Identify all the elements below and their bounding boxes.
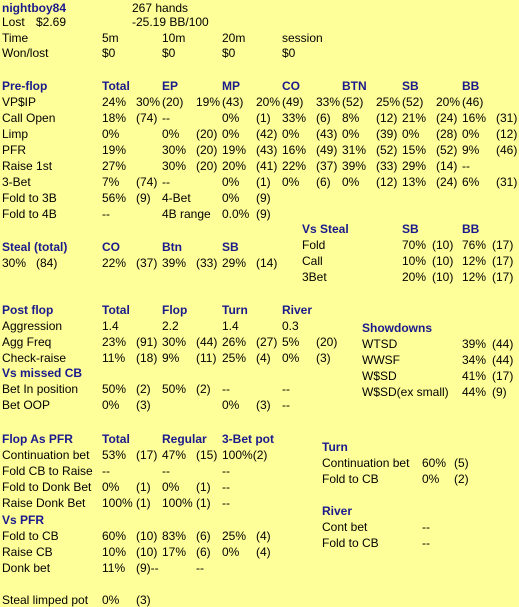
preflop-cell-count: (12) [376,175,398,189]
preflop-cell-value: -- [162,175,170,189]
flop-pfr-row-label: Fold to Donk Bet [2,480,92,494]
vs-pfr-row-label: Fold to CB [2,529,59,543]
preflop-cell-value: 0% [282,175,300,189]
showdown-value: 41% [462,369,487,383]
preflop-row-label: Call Open [2,111,56,125]
preflop-row-label: VP$IP [2,95,37,109]
preflop-cell-count: 25% [376,95,401,109]
preflop-cell-value: 0% [222,111,240,125]
preflop-cell-count: (52) [376,143,398,157]
turn-value: 0% [422,472,440,486]
steal-col-header: SB [222,240,239,254]
preflop-cell-value: (52) [342,95,364,109]
flop-pfr-cell-value: -- [222,480,230,494]
steal-limped-label: Steal limped pot [2,593,89,607]
vs-steal-sb-count: (10) [432,238,454,252]
flop-pfr-col-header: Regular [162,432,207,446]
steal-col-header: CO [102,240,120,254]
lost-label: Lost [2,15,25,29]
preflop-cell-value: 0% [282,127,300,141]
fold3b-count: (9) [136,191,151,205]
turn-row-label: Continuation bet [322,456,410,470]
flop-pfr-col-header: 3-Bet pot [222,432,274,446]
showdown-value: 44% [462,385,487,399]
flop-pfr-cell-count: (1) [136,480,151,494]
flop-pfr-cell-value: -- [102,464,110,478]
flop-pfr-header: Flop As PFR [2,432,73,446]
missed-cb-cell-value: -- [282,398,290,412]
river-value: -- [422,536,430,550]
turn-count: (2) [454,472,469,486]
preflop-cell-count: 19% [196,95,221,109]
steal-col-header: Btn [162,240,182,254]
preflop-row-label: Raise 1st [2,159,53,173]
postflop-cell-value: 2.2 [162,319,179,333]
vs-pfr-cell-count: (10) [136,545,158,559]
preflop-cell-count: (39) [376,127,398,141]
preflop-col-header: SB [402,79,419,93]
preflop-cell-value: 30% [162,159,187,173]
preflop-cell-value: 19% [222,143,247,157]
missed-cb-row-label: Bet OOP [2,398,51,412]
preflop-cell-value: (43) [222,95,244,109]
time-col: 10m [162,31,186,45]
flop-pfr-cell-value: -- [162,464,170,478]
postflop-row-label: Agg Freq [2,335,52,349]
vs-pfr-title: Vs PFR [2,513,45,527]
postflop-col-header: Total [102,303,130,317]
preflop-cell-value: -- [162,111,170,125]
preflop-cell-value: 33% [282,111,307,125]
wonlost-value: $0 [222,46,236,60]
showdown-count: (44) [492,353,514,367]
preflop-cell-value: 0% [102,127,120,141]
wonlost-label: Won/lost [2,46,49,60]
flop-pfr-cell-value: 100%(2) [222,448,268,462]
preflop-cell-count: 30% [136,95,161,109]
vs-pfr-cell-count: (4) [256,529,271,543]
postflop-cell-count: (44) [196,335,218,349]
turn-title: Turn [322,440,348,454]
postflop-cell-value: 11% [102,351,126,365]
vs-pfr-cell-count: (9)-- [136,561,159,575]
postflop-cell-count: (27) [256,335,278,349]
vs-steal-row-label: Fold [302,238,326,252]
preflop-cell-value: 27% [102,159,127,173]
postflop-cell-value: 9% [162,351,180,365]
wonlost-value: $0 [162,46,176,60]
vs-pfr-cell-value: 60% [102,529,127,543]
preflop-cell-value: 13% [402,175,427,189]
preflop-cell-value: 24% [102,95,127,109]
vs-steal-bb-value: 12% [462,254,487,268]
vs-steal-title: Vs Steal [302,222,349,236]
preflop-cell-count: (52) [436,143,458,157]
vs-pfr-cell-value: 17% [162,545,187,559]
flop-pfr-cell-value: 0% [162,480,180,494]
preflop-row-label: Limp [2,127,29,141]
postflop-cell-value: 23% [102,335,127,349]
postflop-col-header: Flop [162,303,188,317]
fourbet-count: (9) [256,191,271,205]
preflop-cell-value: 19% [102,143,127,157]
preflop-cell-value: 0% [222,175,240,189]
vs-steal-col-sb: SB [402,222,419,236]
preflop-cell-value: 0% [462,127,480,141]
preflop-cell-count: (6) [316,111,331,125]
missed-cb-cell-count: (3) [136,398,151,412]
preflop-cell-count: (31) [496,111,518,125]
preflop-cell-count: (12) [376,111,398,125]
vs-pfr-row-label: Donk bet [2,561,51,575]
missed-cb-cell-count: (2) [136,382,151,396]
preflop-cell-value: (46) [462,95,484,109]
preflop-col-header: BB [462,79,480,93]
preflop-cell-value: 6% [462,175,480,189]
fourbet-label: 4-Bet [162,191,191,205]
preflop-cell-count: (31) [496,175,518,189]
postflop-cell-value: 1.4 [222,319,239,333]
postflop-cell-count: (20) [316,335,338,349]
preflop-col-header: BTN [342,79,367,93]
showdown-count: (44) [492,337,514,351]
preflop-cell-count: (37) [316,159,338,173]
preflop-cell-value: (52) [402,95,424,109]
postflop-cell-value: 30% [162,335,187,349]
missed-cb-cell-count: (2) [196,382,211,396]
steal-sb: 29% [222,256,247,270]
vs-steal-sb-value: 10% [402,254,427,268]
hands-count: 267 hands [132,1,189,15]
preflop-row-label: 3-Bet [2,175,31,189]
preflop-cell-count: (6) [316,175,331,189]
vs-steal-row-label: Call [302,254,323,268]
time-col: 5m [102,31,119,45]
flop-pfr-cell-value: -- [222,496,230,510]
postflop-row-label: Aggression [2,319,63,333]
fold3b-label: Fold to 3B [2,191,57,205]
steal-title: Steal (total) [2,240,68,254]
preflop-cell-value: 9% [462,143,480,157]
flop-pfr-cell-count: (17) [136,448,158,462]
vs-steal-bb-count: (17) [492,254,514,268]
preflop-cell-value: 16% [282,143,307,157]
preflop-cell-count: 20% [256,95,281,109]
postflop-cell-value: 25% [222,351,247,365]
postflop-cell-count: (18) [136,351,158,365]
flop-pfr-cell-value: 53% [102,448,127,462]
preflop-cell-count: (12) [496,127,518,141]
flop-pfr-cell-value: 100% [102,496,133,510]
missed-cb-cell-value: 50% [102,382,127,396]
postflop-row-label: Check-raise [2,351,67,365]
flop-pfr-cell-count: (1) [136,496,151,510]
preflop-cell-value: 15% [402,143,427,157]
preflop-cell-count: (33) [376,159,398,173]
preflop-cell-value: 8% [342,111,360,125]
preflop-cell-value: 29% [402,159,427,173]
preflop-col-header: Total [102,79,130,93]
preflop-cell-count: (20) [196,143,218,157]
preflop-cell-count: (46) [496,143,518,157]
steal-btn-count: (33) [196,256,218,270]
preflop-cell-value: (20) [162,95,184,109]
preflop-cell-value: 30% [162,143,187,157]
vs-steal-row-label: 3Bet [302,270,327,284]
preflop-cell-count: (42) [256,127,278,141]
vs-steal-sb-count: (10) [432,254,454,268]
vs-steal-bb-value: 76% [462,238,487,252]
postflop-header: Post flop [2,303,54,317]
preflop-cell-value: (49) [282,95,304,109]
vs-steal-bb-value: 12% [462,270,487,284]
river-value: -- [422,520,430,534]
preflop-cell-value: 16% [462,111,487,125]
preflop-cell-value: 20% [222,159,247,173]
missed-cb-cell-value: 0% [102,398,120,412]
vs-steal-sb-value: 20% [402,270,427,284]
river-row-label: Fold to CB [322,536,379,550]
flop-pfr-cell-count: (1) [196,480,211,494]
time-col: session [282,31,323,45]
vs-steal-bb-count: (17) [492,238,514,252]
flop-pfr-cell-value: 47% [162,448,187,462]
fold4b-label: Fold to 4B [2,207,57,221]
turn-count: (5) [454,456,469,470]
showdowns-title: Showdowns [362,321,432,335]
flop-pfr-cell-value: 100% [162,496,193,510]
preflop-col-header: EP [162,79,179,93]
preflop-cell-value: 39% [342,159,367,173]
preflop-cell-value: 21% [402,111,427,125]
wonlost-value: $0 [102,46,116,60]
preflop-cell-value: 31% [342,143,367,157]
fourbet-range-value: 0.0% [222,207,250,221]
preflop-cell-count: (43) [256,143,278,157]
missed-cb-cell-value: 50% [162,382,187,396]
flop-pfr-cell-value: -- [222,464,230,478]
fourbet-value: 0% [222,191,240,205]
preflop-cell-value: 22% [282,159,307,173]
preflop-cell-count: (74) [136,111,158,125]
preflop-cell-value: 0% [162,127,180,141]
preflop-cell-count: (24) [436,111,458,125]
postflop-cell-count: (91) [136,335,158,349]
preflop-cell-count: 33% [316,95,341,109]
lost-amount: $2.69 [36,15,67,29]
time-label: Time [2,31,29,45]
preflop-cell-value: 0% [402,127,420,141]
preflop-cell-value: 0% [342,175,360,189]
preflop-cell-value: 0% [222,127,240,141]
steal-limped-value: 0% [102,593,120,607]
fourbet-range-label: 4B range [162,207,211,221]
vs-pfr-cell-count: -- [196,561,204,575]
showdown-value: 34% [462,353,487,367]
preflop-cell-value: 7% [102,175,120,189]
flop-pfr-row-label: Fold CB to Raise [2,464,93,478]
postflop-cell-count: (11) [196,351,217,365]
steal-total-count: (84) [36,256,58,270]
postflop-cell-count: (3) [316,351,331,365]
missed-cb-row-label: Bet In position [2,382,79,396]
preflop-cell-value: 0% [342,127,360,141]
steal-co: 22% [102,256,127,270]
vs-pfr-cell-value: 83% [162,529,187,543]
vs-pfr-cell-value: 0% [222,545,240,559]
missed-cb-cell-count: (3) [256,398,271,412]
preflop-cell-count: (14) [436,159,458,173]
postflop-cell-value: 0.3 [282,319,299,333]
river-row-label: Cont bet [322,520,368,534]
fold3b-value: 56% [102,191,127,205]
showdown-row-label: WTSD [362,337,398,351]
postflop-cell-value: 5% [282,335,300,349]
vs-pfr-cell-count: (6) [196,529,211,543]
bb-per-100: -25.19 BB/100 [132,15,209,29]
preflop-cell-count: 20% [436,95,461,109]
missed-cb-cell-value: -- [222,382,230,396]
preflop-cell-count: (1) [256,175,271,189]
missed-cb-cell-value: 0% [222,398,240,412]
missed-cb-title: Vs missed CB [2,366,83,380]
flop-pfr-row-label: Continuation bet [2,448,90,462]
showdown-count: (9) [492,385,507,399]
preflop-cell-value: 18% [102,111,127,125]
turn-value: 60% [422,456,447,470]
vs-pfr-cell-count: (6) [196,545,211,559]
flop-pfr-cell-value: 0% [102,480,120,494]
preflop-col-header: MP [222,79,240,93]
vs-pfr-cell-value: 11% [102,561,126,575]
river-title: River [322,504,353,518]
vs-steal-bb-count: (17) [492,270,514,284]
flop-pfr-cell-count: (15) [196,448,218,462]
wonlost-value: $0 [282,46,296,60]
preflop-cell-count: (28) [436,127,458,141]
vs-pfr-cell-count: (4) [256,545,271,559]
vs-steal-sb-value: 70% [402,238,427,252]
preflop-cell-count: (49) [316,143,338,157]
steal-limped-count: (3) [136,593,151,607]
postflop-cell-value: 1.4 [102,319,119,333]
vs-pfr-row-label: Raise CB [2,545,53,559]
vs-pfr-cell-value: 25% [222,529,247,543]
flop-pfr-col-header: Total [102,432,130,446]
preflop-row-label: PFR [2,143,26,157]
preflop-cell-count: (20) [196,159,218,173]
postflop-cell-count: (4) [256,351,271,365]
showdown-value: 39% [462,337,487,351]
flop-pfr-row-label: Raise Donk Bet [2,496,86,510]
fold4b-value: -- [102,207,110,221]
preflop-col-header: CO [282,79,300,93]
showdown-row-label: WWSF [362,353,400,367]
vs-steal-col-bb: BB [462,222,480,236]
player-name: nightboy84 [2,1,67,15]
preflop-cell-count: (1) [256,111,271,125]
turn-row-label: Fold to CB [322,472,379,486]
preflop-cell-count: (20) [196,127,218,141]
showdown-row-label: W$SD [362,369,397,383]
postflop-col-header: River [282,303,313,317]
postflop-cell-value: 0% [282,351,300,365]
preflop-cell-count: (43) [316,127,338,141]
vs-pfr-cell-count: (10) [136,529,158,543]
preflop-header: Pre-flop [2,79,48,93]
steal-btn: 39% [162,256,187,270]
fourbet-range-count: (9) [256,207,271,221]
vs-steal-sb-count: (10) [432,270,454,284]
missed-cb-cell-value: -- [282,382,290,396]
time-col: 20m [222,31,246,45]
preflop-cell-count: (24) [436,175,458,189]
steal-sb-count: (14) [256,256,278,270]
steal-co-count: (37) [136,256,158,270]
vs-pfr-cell-value: 10% [102,545,127,559]
preflop-cell-value: -- [462,159,470,173]
flop-pfr-cell-count: (1) [196,496,211,510]
postflop-cell-value: 26% [222,335,247,349]
preflop-cell-count: (74) [136,175,158,189]
steal-total: 30% [2,256,27,270]
postflop-col-header: Turn [222,303,248,317]
showdown-row-label: W$SD(ex small) [362,385,449,399]
preflop-cell-count: (41) [256,159,278,173]
showdown-count: (17) [492,369,514,383]
